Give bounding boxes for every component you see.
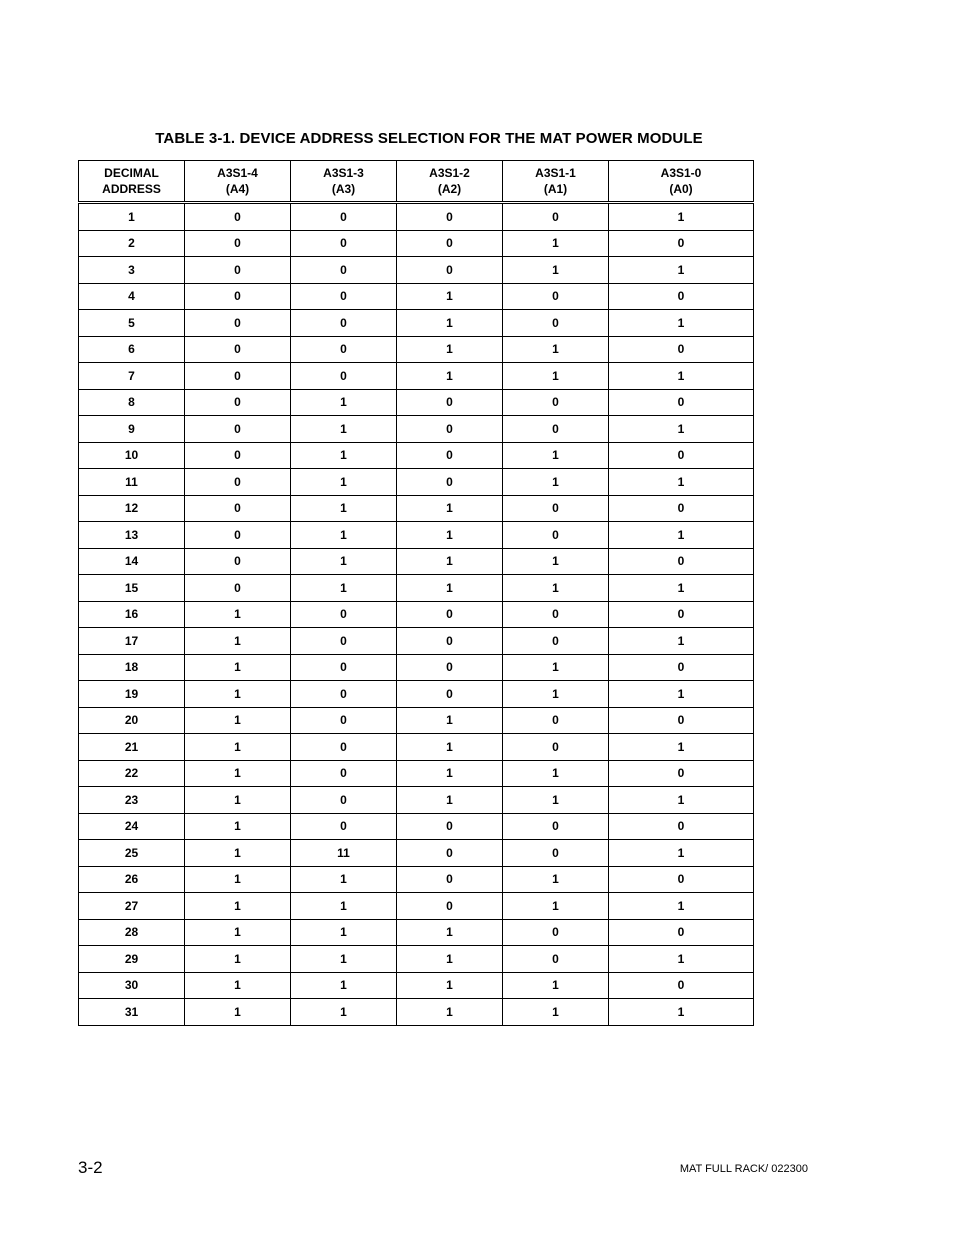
table-cell: 1 (291, 866, 397, 893)
table-cell: 1 (609, 999, 754, 1026)
table-cell: 1 (609, 628, 754, 655)
table-cell: 0 (185, 495, 291, 522)
table-cell: 26 (79, 866, 185, 893)
table-cell: 1 (397, 310, 503, 337)
table-row (79, 707, 754, 734)
table-cell: 1 (185, 893, 291, 920)
table-cell: 0 (609, 230, 754, 257)
table-row (79, 442, 754, 469)
table-cell: 1 (291, 946, 397, 973)
table-cell: 0 (185, 203, 291, 231)
table-cell: 0 (291, 813, 397, 840)
table-cell: 1 (503, 469, 609, 496)
table-cell: 0 (185, 416, 291, 443)
table-cell: 0 (397, 416, 503, 443)
table-cell: 8 (79, 389, 185, 416)
table-cell: 0 (609, 495, 754, 522)
table-row (79, 999, 754, 1026)
table-cell: 0 (291, 336, 397, 363)
column-header (185, 161, 291, 203)
table-cell: 0 (609, 548, 754, 575)
table-cell: 0 (185, 363, 291, 390)
table-cell: 1 (185, 946, 291, 973)
column-header-line2: (A0) (669, 182, 693, 196)
table-cell: 1 (503, 363, 609, 390)
table-cell: 1 (609, 681, 754, 708)
table-cell: 1 (397, 283, 503, 310)
table-row (79, 548, 754, 575)
table-cell: 1 (503, 257, 609, 284)
table-cell: 0 (291, 601, 397, 628)
table-cell: 1 (609, 734, 754, 761)
table-cell: 0 (397, 654, 503, 681)
device-address-table (78, 160, 754, 1026)
table-cell: 0 (609, 866, 754, 893)
column-header-line2: (A3) (331, 182, 356, 196)
table-cell: 1 (609, 575, 754, 602)
table-cell: 0 (503, 919, 609, 946)
table-cell: 0 (291, 707, 397, 734)
table-cell: 1 (185, 813, 291, 840)
table-cell: 0 (503, 310, 609, 337)
table-cell: 29 (79, 946, 185, 973)
table-cell: 0 (291, 203, 397, 231)
column-header-line1: A3S1-3 (323, 166, 364, 180)
column-header (503, 161, 609, 203)
table-cell: 1 (397, 336, 503, 363)
table-cell: 1 (609, 469, 754, 496)
table-title: TABLE 3-1. DEVICE ADDRESS SELECTION FOR THE MAT POWER MODULE (155, 130, 703, 147)
table-cell: 0 (185, 469, 291, 496)
table-cell: 0 (185, 283, 291, 310)
table-row (79, 336, 754, 363)
table-row (79, 575, 754, 602)
table-cell: 19 (79, 681, 185, 708)
table-row (79, 230, 754, 257)
table-cell: 0 (503, 389, 609, 416)
table-row (79, 310, 754, 337)
table-cell: 1 (291, 575, 397, 602)
table-cell: 0 (609, 707, 754, 734)
table-cell: 0 (291, 257, 397, 284)
table-cell: 1 (609, 840, 754, 867)
table-cell: 0 (609, 972, 754, 999)
table-cell: 1 (397, 972, 503, 999)
table-cell: 0 (609, 389, 754, 416)
table-cell: 23 (79, 787, 185, 814)
table-cell: 0 (185, 310, 291, 337)
table-cell: 0 (503, 416, 609, 443)
table-cell: 0 (185, 575, 291, 602)
column-header-line2: (A2) (437, 182, 462, 196)
table-cell: 5 (79, 310, 185, 337)
table-cell: 1 (291, 416, 397, 443)
table-cell: 1 (291, 893, 397, 920)
table-cell: 1 (397, 575, 503, 602)
table-cell: 1 (503, 760, 609, 787)
table-cell: 13 (79, 522, 185, 549)
table-cell: 1 (609, 257, 754, 284)
table-cell: 1 (291, 999, 397, 1026)
table-cell: 6 (79, 336, 185, 363)
table-cell: 0 (609, 654, 754, 681)
table-row (79, 522, 754, 549)
table-cell: 1 (503, 654, 609, 681)
table-row (79, 416, 754, 443)
table-cell: 0 (397, 893, 503, 920)
table-cell: 0 (503, 522, 609, 549)
table-cell: 1 (185, 760, 291, 787)
column-header-line1: A3S1-2 (429, 166, 470, 180)
table-row (79, 283, 754, 310)
table-row (79, 363, 754, 390)
table-cell: 1 (609, 363, 754, 390)
table-row (79, 734, 754, 761)
table-cell: 1 (503, 866, 609, 893)
table-row (79, 469, 754, 496)
table-cell: 1 (185, 919, 291, 946)
table-cell: 0 (291, 654, 397, 681)
table-cell: 22 (79, 760, 185, 787)
table-cell: 1 (503, 230, 609, 257)
table-cell: 1 (397, 919, 503, 946)
table-cell: 0 (609, 442, 754, 469)
table-cell: 1 (291, 919, 397, 946)
table-cell: 3 (79, 257, 185, 284)
table-cell: 0 (503, 840, 609, 867)
table-cell: 20 (79, 707, 185, 734)
table-cell: 16 (79, 601, 185, 628)
table-body (79, 203, 754, 1026)
table-cell: 11 (291, 840, 397, 867)
column-header-line1: A3S1-1 (535, 166, 576, 180)
table-cell: 0 (291, 628, 397, 655)
table-cell: 1 (397, 760, 503, 787)
page-number: 3-2 (78, 1158, 103, 1177)
column-header-line2: (A4) (225, 182, 250, 196)
table-cell: 7 (79, 363, 185, 390)
table-cell: 10 (79, 442, 185, 469)
table-cell: 1 (397, 787, 503, 814)
table-cell: 0 (503, 283, 609, 310)
table-cell: 1 (291, 469, 397, 496)
table-cell: 0 (185, 389, 291, 416)
table-cell: 21 (79, 734, 185, 761)
table-cell: 1 (503, 893, 609, 920)
table-cell: 1 (291, 548, 397, 575)
table-cell: 1 (185, 999, 291, 1026)
table-cell: 0 (397, 389, 503, 416)
column-header (291, 161, 397, 203)
table-row (79, 972, 754, 999)
table-cell: 1 (503, 972, 609, 999)
table-cell: 0 (291, 310, 397, 337)
table-cell: 0 (397, 601, 503, 628)
table-cell: 1 (609, 893, 754, 920)
table-cell: 24 (79, 813, 185, 840)
table-cell: 0 (291, 760, 397, 787)
table-cell: 0 (291, 230, 397, 257)
table-cell: 0 (503, 707, 609, 734)
table-cell: 0 (397, 628, 503, 655)
table-cell: 0 (397, 469, 503, 496)
table-row (79, 787, 754, 814)
table-row (79, 389, 754, 416)
table-cell: 1 (503, 548, 609, 575)
table-cell: 0 (397, 442, 503, 469)
table-cell: 1 (185, 734, 291, 761)
table-cell: 1 (503, 336, 609, 363)
column-header (79, 161, 185, 203)
table-row (79, 813, 754, 840)
table-header-row (79, 161, 754, 203)
table-cell: 1 (397, 495, 503, 522)
table-row (79, 654, 754, 681)
table-cell: 0 (397, 813, 503, 840)
table-cell: 1 (185, 972, 291, 999)
table-cell: 1 (609, 416, 754, 443)
table-row (79, 203, 754, 231)
table-row (79, 946, 754, 973)
column-header (397, 161, 503, 203)
table-cell: 25 (79, 840, 185, 867)
table-cell: 4 (79, 283, 185, 310)
table-cell: 31 (79, 999, 185, 1026)
table-cell: 1 (609, 946, 754, 973)
table-cell: 1 (609, 787, 754, 814)
table-cell: 1 (503, 999, 609, 1026)
table-cell: 1 (397, 522, 503, 549)
table-cell: 1 (185, 840, 291, 867)
table-cell: 0 (185, 442, 291, 469)
table-cell: 0 (609, 336, 754, 363)
table-cell: 14 (79, 548, 185, 575)
table-cell: 1 (503, 681, 609, 708)
table-cell: 1 (185, 601, 291, 628)
table-cell: 0 (185, 522, 291, 549)
table-cell: 1 (609, 203, 754, 231)
table-cell: 0 (291, 681, 397, 708)
table-cell: 1 (185, 681, 291, 708)
table-cell: 1 (397, 734, 503, 761)
table-row (79, 893, 754, 920)
table-row (79, 628, 754, 655)
table-cell: 1 (609, 310, 754, 337)
column-header-line1: A3S1-0 (660, 166, 702, 180)
table-cell: 11 (79, 469, 185, 496)
table-cell: 0 (609, 760, 754, 787)
column-header-line2: ADDRESS (102, 182, 161, 196)
column-header-line2: (A1) (543, 182, 568, 196)
table-cell: 0 (185, 548, 291, 575)
table-cell: 0 (503, 601, 609, 628)
table-cell: 15 (79, 575, 185, 602)
table-cell: 1 (503, 575, 609, 602)
table-cell: 0 (291, 734, 397, 761)
table-cell: 1 (291, 522, 397, 549)
table-cell: 0 (609, 283, 754, 310)
table-cell: 1 (79, 203, 185, 231)
table-row (79, 840, 754, 867)
table-cell: 0 (503, 734, 609, 761)
table-cell: 0 (397, 681, 503, 708)
table-cell: 0 (503, 946, 609, 973)
table-cell: 0 (609, 919, 754, 946)
table-cell: 0 (609, 813, 754, 840)
column-header-line1: A3S1-4 (217, 166, 258, 180)
table-cell: 0 (397, 866, 503, 893)
table-cell: 1 (185, 654, 291, 681)
table-cell: 1 (609, 522, 754, 549)
table-cell: 1 (291, 389, 397, 416)
table-cell: 0 (291, 787, 397, 814)
table-cell: 1 (185, 707, 291, 734)
table-cell: 0 (397, 230, 503, 257)
table-cell: 0 (185, 230, 291, 257)
table-cell: 1 (185, 866, 291, 893)
column-header (609, 161, 754, 203)
table-cell: 0 (397, 257, 503, 284)
table-cell: 1 (291, 495, 397, 522)
table-cell: 0 (185, 257, 291, 284)
table-cell: 0 (291, 363, 397, 390)
table-cell: 1 (503, 787, 609, 814)
table-cell: 0 (503, 628, 609, 655)
table-cell: 27 (79, 893, 185, 920)
table-cell: 0 (185, 336, 291, 363)
table-cell: 1 (185, 787, 291, 814)
table-cell: 0 (503, 495, 609, 522)
table-cell: 28 (79, 919, 185, 946)
table-cell: 2 (79, 230, 185, 257)
table-cell: 1 (397, 999, 503, 1026)
table-cell: 1 (397, 707, 503, 734)
table-cell: 0 (397, 840, 503, 867)
table-cell: 9 (79, 416, 185, 443)
table-cell: 1 (185, 628, 291, 655)
table-cell: 12 (79, 495, 185, 522)
table-row (79, 866, 754, 893)
table-row (79, 760, 754, 787)
table-cell: 0 (503, 203, 609, 231)
table-row (79, 681, 754, 708)
table-cell: 1 (397, 946, 503, 973)
table-row (79, 919, 754, 946)
document-id: MAT FULL RACK/ 022300 (679, 1163, 808, 1175)
table-cell: 1 (291, 972, 397, 999)
table-cell: 1 (397, 363, 503, 390)
table-cell: 1 (503, 442, 609, 469)
table-cell: 0 (291, 283, 397, 310)
table-cell: 0 (397, 203, 503, 231)
column-header-line1: DECIMAL (104, 166, 159, 180)
table-row (79, 495, 754, 522)
table-cell: 0 (609, 601, 754, 628)
table-cell: 30 (79, 972, 185, 999)
table-cell: 1 (397, 548, 503, 575)
table-cell: 0 (503, 813, 609, 840)
table-cell: 18 (79, 654, 185, 681)
table-row (79, 257, 754, 284)
table-row (79, 601, 754, 628)
table-cell: 17 (79, 628, 185, 655)
table-cell: 1 (291, 442, 397, 469)
